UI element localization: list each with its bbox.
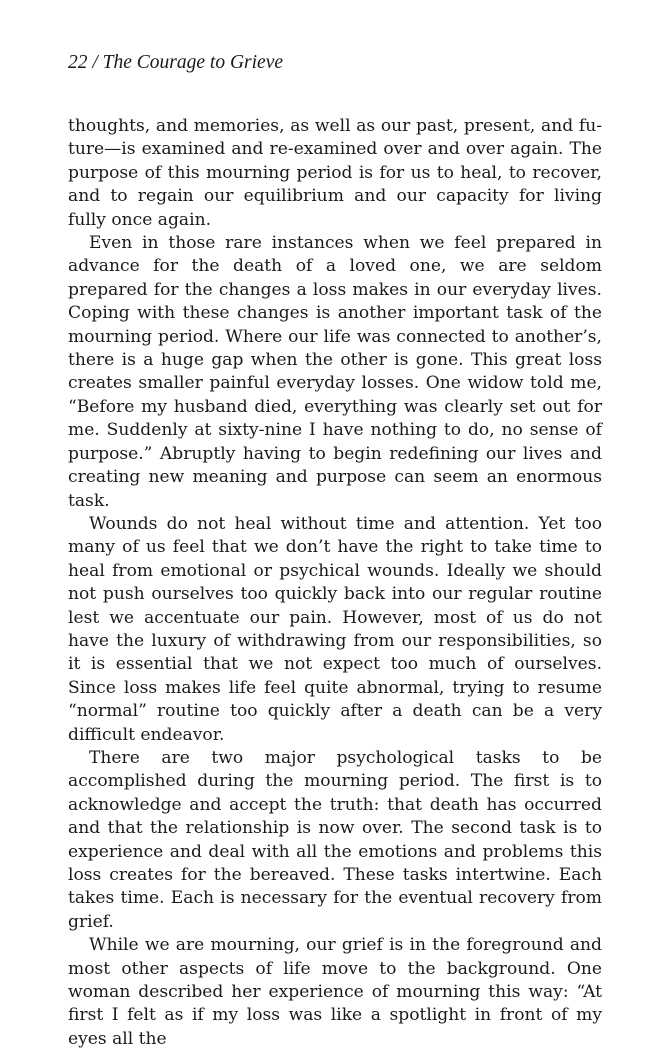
paragraph-1: thoughts, and memories, as well as our past, present, and future—is examined and re-examined over and over again. The purpose of this mourning period is for us to heal, to recover, and to regain our equilibrium and our capacity for living fully once again. <box>68 116 602 230</box>
book-title: The Courage to Grieve <box>102 52 284 73</box>
paragraph-5: While we are mourning, our grief is in the foreground and most other aspects of life move to the background. One woman described her experience of mourning this way: “At first I felt as if my loss was like a spotlight in front of my eyes all the <box>68 935 602 1049</box>
paragraph-4: There are two major psychological tasks to be accomplished during the mourning period. The first is to acknowledge and accept the truth: that death has occurred and that the relationship is now over. The second task is to experience and deal with all the emotions and problems this loss creates for the bereaved. These tasks intertwine. Each takes time. Each is necessary for the eventual recovery from grief. <box>68 747 602 932</box>
paragraph-2: Even in those rare instances when we feel prepared in advance for the death of a loved one, we are seldom prepared for the changes a loss makes in our everyday lives. Coping with these changes is another important task of the mourning period. Where our life was connected to another’s, there is a huge gap when the other is gone. This great loss creates smaller painful everyday losses. One widow told me, “Before my husband died, everything was clearly set out for me. Suddenly at sixty-nine I have nothing to do, no sense of purpose.” Abruptly having to begin redefining our lives and creating new meaning and purpose can seem an enormous task. <box>68 233 602 511</box>
running-head <box>68 52 283 74</box>
paragraph-3: Wounds do not heal without time and attention. Yet too many of us feel that we don’t have the right to take time to heal from emotional or psychical wounds. Ideally we should not push ourselves too quickly back into our regular routine lest we accentuate our pain. However, most of us do not have the luxury of withdrawing from our responsibilities, so it is essential that we not expect too much of ourselves. Since loss makes life feel quite abnormal, trying to resume “normal” routine too quickly after a death can be a very difficult endeavor. <box>68 513 602 745</box>
page-number: 22 <box>68 52 88 73</box>
running-head-separator: / <box>87 52 103 73</box>
body-text <box>68 115 602 1051</box>
